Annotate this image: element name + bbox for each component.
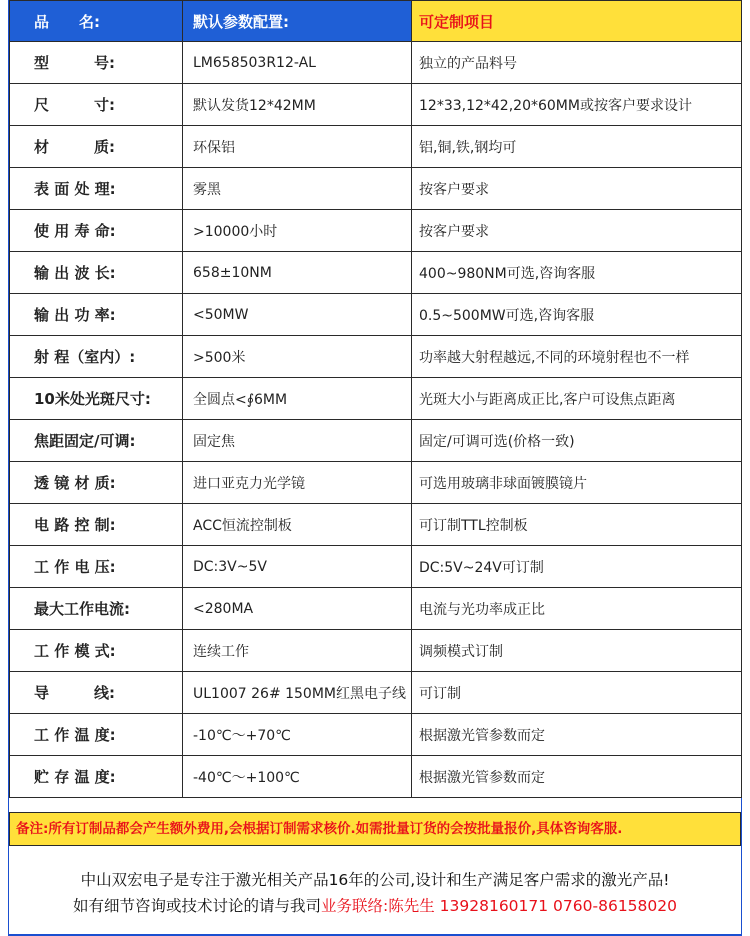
row-default-value: DC:3V~5V <box>183 546 412 588</box>
table-row <box>10 84 742 126</box>
row-label-cell <box>10 294 183 336</box>
row-custom-option: 按客户要求 <box>412 210 742 252</box>
row-label: 使 用 寿 命: <box>34 222 116 240</box>
company-footer <box>9 846 741 934</box>
row-label-cell <box>10 504 183 546</box>
row-default-value: -10℃～+70℃ <box>183 714 412 756</box>
row-label-cell <box>10 42 183 84</box>
row-custom-option: 固定/可调可选(价格一致) <box>412 420 742 462</box>
table-row <box>10 756 742 798</box>
row-custom-option: 可订制TTL控制板 <box>412 504 742 546</box>
row-default-value: >10000小时 <box>183 210 412 252</box>
row-label-cell <box>10 84 183 126</box>
row-label: 型 号: <box>34 54 115 72</box>
table-row <box>10 336 742 378</box>
row-custom-option: 可订制 <box>412 672 742 714</box>
row-custom-option: 功率越大射程越远,不同的环境射程也不一样 <box>412 336 742 378</box>
row-label: 贮 存 温 度: <box>34 768 116 786</box>
row-custom-option: DC:5V~24V可订制 <box>412 546 742 588</box>
header-name-label <box>10 11 182 32</box>
row-label-cell <box>10 588 183 630</box>
spec-table <box>9 0 742 798</box>
remark-note: 备注:所有订制品都会产生额外费用,会根据订制需求核价.如需批量订货的会按批量报价,具体咨询客服. <box>9 812 741 846</box>
table-row <box>10 672 742 714</box>
row-label-cell <box>10 672 183 714</box>
table-row <box>10 42 742 84</box>
row-label: 工 作 模 式: <box>34 642 116 660</box>
row-label: 输 出 波 长: <box>34 264 116 282</box>
row-default-value: 658±10NM <box>183 252 412 294</box>
row-custom-option: 0.5~500MW可选,咨询客服 <box>412 294 742 336</box>
content-panel <box>9 0 741 934</box>
contact-info: 业务联络:陈先生 13928160171 0760-86158020 <box>321 897 677 915</box>
row-default-value: >500米 <box>183 336 412 378</box>
table-row <box>10 420 742 462</box>
row-custom-option: 铝,铜,铁,钢均可 <box>412 126 742 168</box>
row-custom-option: 光斑大小与距离成正比,客户可设焦点距离 <box>412 378 742 420</box>
row-default-value: 环保铝 <box>183 126 412 168</box>
header-name-cell <box>10 1 183 42</box>
table-row <box>10 126 742 168</box>
table-row <box>10 378 742 420</box>
row-custom-option: 电流与光功率成正比 <box>412 588 742 630</box>
row-label: 工 作 电 压: <box>34 558 116 576</box>
row-custom-option: 按客户要求 <box>412 168 742 210</box>
contact-line <box>9 894 741 916</box>
row-label-cell <box>10 252 183 294</box>
header-name-text: 品 名: <box>34 12 100 31</box>
table-row <box>10 630 742 672</box>
row-custom-option: 调频模式订制 <box>412 630 742 672</box>
row-label-cell <box>10 714 183 756</box>
row-default-value: LM658503R12-AL <box>183 42 412 84</box>
row-default-value: 连续工作 <box>183 630 412 672</box>
row-default-value: 默认发货12*42MM <box>183 84 412 126</box>
row-custom-option: 根据激光管参数而定 <box>412 756 742 798</box>
row-default-value: UL1007 26# 150MM红黑电子线 <box>183 672 412 714</box>
row-label: 焦距固定/可调: <box>34 432 136 450</box>
row-label: 工 作 温 度: <box>34 726 116 744</box>
row-label: 电 路 控 制: <box>34 516 116 534</box>
table-row <box>10 546 742 588</box>
row-label-cell <box>10 420 183 462</box>
row-label-cell <box>10 546 183 588</box>
row-custom-option: 根据激光管参数而定 <box>412 714 742 756</box>
row-label: 射 程（室内）: <box>34 348 136 366</box>
row-default-value: 固定焦 <box>183 420 412 462</box>
table-row <box>10 504 742 546</box>
page-frame <box>8 0 742 936</box>
row-label: 尺 寸: <box>34 96 115 114</box>
table-header-row <box>10 1 742 42</box>
row-label-cell <box>10 168 183 210</box>
table-row <box>10 210 742 252</box>
row-label: 导 线: <box>34 684 115 702</box>
row-label-cell <box>10 462 183 504</box>
row-default-value: <280MA <box>183 588 412 630</box>
row-label: 表 面 处 理: <box>34 180 116 198</box>
row-default-value: <50MW <box>183 294 412 336</box>
row-label: 10米处光斑尺寸: <box>34 390 151 408</box>
row-default-value: 进口亚克力光学镜 <box>183 462 412 504</box>
row-label: 最大工作电流: <box>34 600 130 618</box>
table-row <box>10 294 742 336</box>
row-label-cell <box>10 630 183 672</box>
row-label-cell <box>10 210 183 252</box>
row-custom-option: 400~980NM可选,咨询客服 <box>412 252 742 294</box>
row-default-value: ACC恒流控制板 <box>183 504 412 546</box>
table-row <box>10 462 742 504</box>
row-label-cell <box>10 126 183 168</box>
table-row <box>10 588 742 630</box>
row-label-cell <box>10 378 183 420</box>
row-default-value: -40℃～+100℃ <box>183 756 412 798</box>
row-label: 材 质: <box>34 138 115 156</box>
table-row <box>10 252 742 294</box>
header-custom-cell: 可定制项目 <box>412 1 742 42</box>
row-custom-option: 12*33,12*42,20*60MM或按客户要求设计 <box>412 84 742 126</box>
row-label: 透 镜 材 质: <box>34 474 116 492</box>
row-label-cell <box>10 756 183 798</box>
company-intro: 中山双宏电子是专注于激光相关产品16年的公司,设计和生产满足客户需求的激光产品! <box>80 871 670 889</box>
row-default-value: 雾黑 <box>183 168 412 210</box>
row-custom-option: 可选用玻璃非球面镀膜镜片 <box>412 462 742 504</box>
header-default-cell: 默认参数配置: <box>183 1 412 42</box>
table-row <box>10 714 742 756</box>
table-row <box>10 168 742 210</box>
row-label-cell <box>10 336 183 378</box>
row-label: 输 出 功 率: <box>34 306 116 324</box>
contact-prefix: 如有细节咨询或技术讨论的请与我司 <box>72 897 321 915</box>
row-custom-option: 独立的产品料号 <box>412 42 742 84</box>
row-default-value: 全圆点<∮6MM <box>183 378 412 420</box>
